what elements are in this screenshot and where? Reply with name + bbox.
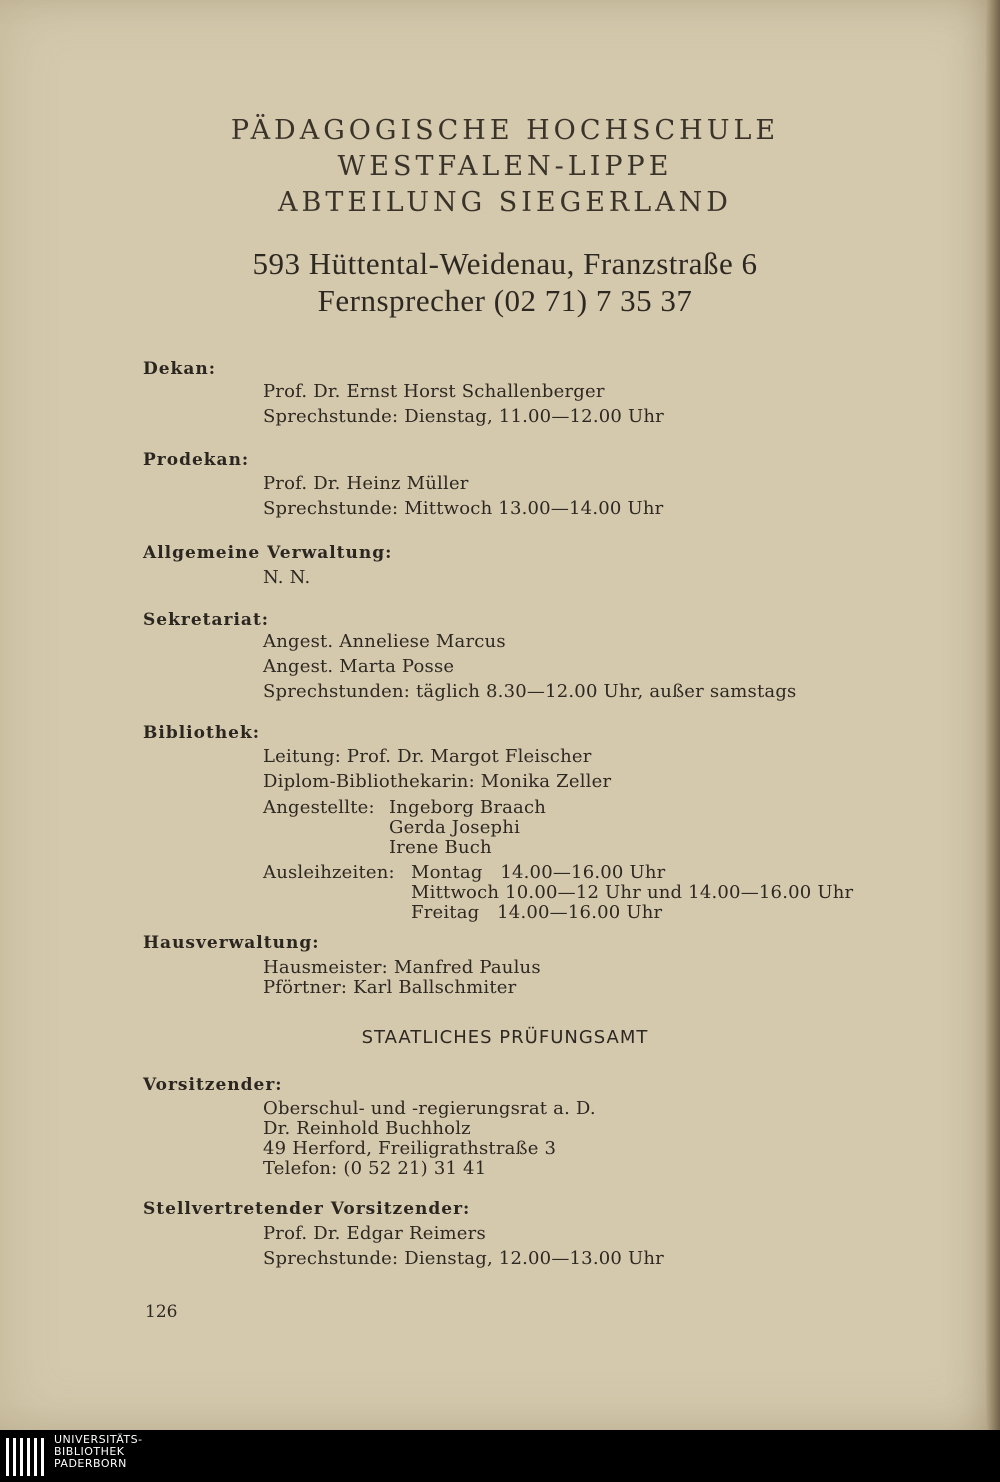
angestellte-label: Angestellte: [263, 797, 375, 818]
dekan-hours: Sprechstunde: Dienstag, 11.00—12.00 Uhr [263, 406, 664, 427]
pfoertner: Pförtner: Karl Ballschmiter [263, 977, 517, 998]
ausleih-time: Freitag 14.00—16.00 Uhr [411, 902, 663, 923]
institution-title-line2: WESTFALEN-LIPPE [337, 151, 673, 182]
library-footer [0, 1430, 1000, 1482]
angestellte-name: Gerda Josephi [389, 817, 521, 838]
vorsitz-label: Vorsitzender: [143, 1075, 283, 1095]
phone: Fernsprecher (02 71) 7 35 37 [317, 283, 693, 318]
angestellte-name: Ingeborg Braach [389, 797, 547, 818]
dekan-name: Prof. Dr. Ernst Horst Schallenberger [263, 381, 605, 402]
pruefungsamt-title: STAATLICHES PRÜFUNGSAMT [361, 1027, 649, 1048]
vorsitz-line: Telefon: (0 52 21) 31 41 [263, 1158, 487, 1179]
dekan-label: Dekan: [143, 359, 216, 379]
hausmeister: Hausmeister: Manfred Paulus [263, 957, 541, 978]
prodekan-name: Prof. Dr. Heinz Müller [263, 473, 469, 494]
hausverwaltung-label: Hausverwaltung: [143, 933, 320, 953]
bibliothek-diplom: Diplom-Bibliothekarin: Monika Zeller [263, 771, 612, 792]
library-logo-text: UNIVERSITÄTS- BIBLIOTHEK PADERBORN [54, 1433, 143, 1470]
prodekan-hours: Sprechstunde: Mittwoch 13.00—14.00 Uhr [263, 498, 664, 519]
prodekan-label: Prodekan: [143, 450, 250, 470]
stellv-label: Stellvertretender Vorsitzender: [143, 1199, 471, 1219]
verwaltung-name: N. N. [263, 567, 311, 588]
angestellte-name: Irene Buch [389, 837, 492, 858]
stellv-hours: Sprechstunde: Dienstag, 12.00—13.00 Uhr [263, 1248, 664, 1269]
verwaltung-label: Allgemeine Verwaltung: [143, 543, 393, 563]
ausleih-label: Ausleihzeiten: [263, 862, 395, 883]
page-number: 126 [145, 1302, 178, 1322]
institution-title-line3: ABTEILUNG SIEGERLAND [278, 187, 732, 218]
ausleih-time: Mittwoch 10.00—12 Uhr und 14.00—16.00 Uhr [411, 882, 854, 903]
ausleih-time: Montag 14.00—16.00 Uhr [411, 862, 666, 883]
sekretariat-person: Angest. Marta Posse [263, 656, 455, 677]
vorsitz-line: 49 Herford, Freiligrathstraße 3 [263, 1138, 557, 1159]
bibliothek-leitung: Leitung: Prof. Dr. Margot Fleischer [263, 746, 592, 767]
vorsitz-line: Dr. Reinhold Buchholz [263, 1118, 471, 1139]
sekretariat-label: Sekretariat: [143, 610, 270, 630]
library-logo-icon [6, 1438, 50, 1476]
address: 593 Hüttental-Weidenau, Franzstraße 6 [252, 246, 758, 281]
sekretariat-person: Angest. Anneliese Marcus [263, 631, 506, 652]
institution-title-line1: PÄDAGOGISCHE HOCHSCHULE [230, 115, 780, 146]
bibliothek-label: Bibliothek: [143, 723, 261, 743]
sekretariat-hours: Sprechstunden: täglich 8.30—12.00 Uhr, außer samstags [263, 681, 797, 702]
stellv-name: Prof. Dr. Edgar Reimers [263, 1223, 486, 1244]
vorsitz-line: Oberschul- und -regierungsrat a. D. [263, 1098, 596, 1119]
